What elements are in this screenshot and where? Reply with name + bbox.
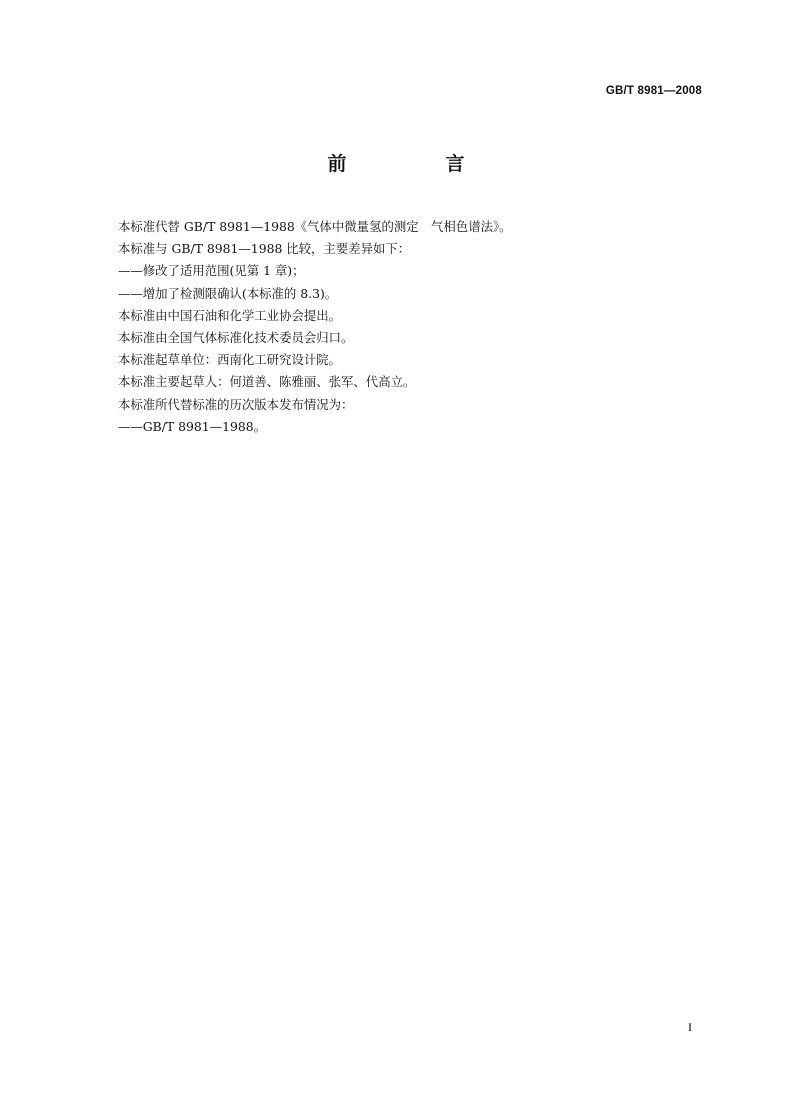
preface-line: 本标准由全国气体标准化技术委员会归口。	[118, 329, 354, 345]
preface-line: 本标准代替 GB/T 8981—1988《气体中微量氢的测定 气相色谱法》。	[118, 219, 512, 234]
preface-line: 本标准所代替标准的历次版本发布情况为：	[118, 396, 354, 412]
preface-line: 本标准起草单位：西南化工研究设计院。	[118, 352, 342, 368]
standard-code: GB/T 8981—2008	[605, 85, 702, 97]
preface-line: ——GB/T 8981—1988。	[118, 418, 267, 434]
preface-line: 本标准主要起草人：何道善、陈雅丽、张军、代高立。	[118, 374, 416, 390]
page-number: I	[688, 1020, 692, 1034]
preface-line: ——增加了检测限确认(本标准的 8.3)。	[118, 285, 338, 301]
page-title: 前 言	[327, 153, 505, 175]
preface-line: ——修改了适用范围(见第 1 章)；	[118, 263, 305, 279]
preface-line: 本标准与 GB/T 8981—1988 比较，主要差异如下：	[118, 241, 411, 257]
preface-body	[118, 216, 698, 438]
preface-line: 本标准由中国石油和化学工业协会提出。	[118, 307, 342, 323]
